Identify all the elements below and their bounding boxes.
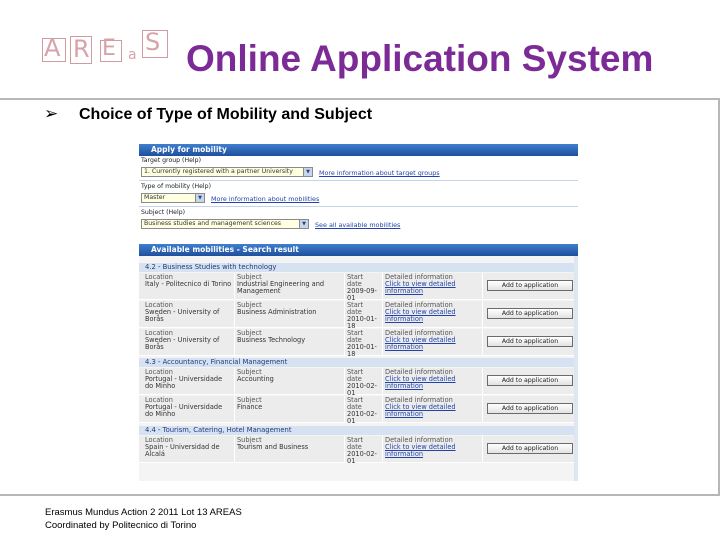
add-to-application-button[interactable]: Add to application <box>487 403 573 414</box>
areas-logo <box>40 30 172 70</box>
location-cell <box>143 273 234 300</box>
form-separator <box>139 180 578 181</box>
footer <box>45 506 242 532</box>
start-date-value: 2010-01-18 <box>347 342 377 356</box>
all-mobilities-link[interactable]: See all available mobilities <box>315 221 401 229</box>
chevron-down-icon[interactable]: ▼ <box>299 220 308 228</box>
add-to-application-button[interactable]: Add to application <box>487 308 573 319</box>
location-cell <box>143 301 234 328</box>
subject-cell <box>234 301 344 328</box>
info-cell <box>382 368 482 395</box>
info-header: Detailed information <box>385 273 453 281</box>
location-header: Location <box>145 329 173 337</box>
start-date-value: 2010-02-01 <box>347 409 377 423</box>
location-header: Location <box>145 396 173 404</box>
logo-letter: E <box>102 36 116 61</box>
info-header: Detailed information <box>385 368 453 376</box>
start-date-cell <box>344 436 382 463</box>
subject-cell <box>234 436 344 463</box>
subject-header: Subject <box>237 273 262 281</box>
area-header: 4.3 - Accountancy, Financial Management <box>139 358 578 367</box>
add-to-application-button[interactable]: Add to application <box>487 443 573 454</box>
bullet-text: Choice of Type of Mobility and Subject <box>79 106 373 123</box>
subject-cell <box>234 273 344 300</box>
chevron-down-icon[interactable]: ▼ <box>303 168 312 176</box>
apply-header: Apply for mobility <box>139 144 578 156</box>
start-date-header: Start date <box>347 436 364 451</box>
footer-line: Coordinated by Politecnico di Torino <box>45 520 197 531</box>
location-value: Portugal - Universidade do Minho <box>145 374 223 390</box>
start-date-value: 2010-02-01 <box>347 381 377 395</box>
results-scrollbar[interactable] <box>574 256 578 481</box>
table-row <box>139 329 578 356</box>
start-date-value: 2010-02-01 <box>347 449 377 463</box>
start-date-header: Start date <box>347 368 364 383</box>
start-date-cell <box>344 273 382 300</box>
header-divider <box>0 98 720 100</box>
start-date-header: Start date <box>347 396 364 411</box>
start-date-header: Start date <box>347 301 364 316</box>
action-cell <box>482 273 578 300</box>
detail-link[interactable]: Click to view detailed information <box>385 307 456 323</box>
subject-value: Industrial Engineering and Management <box>237 279 325 295</box>
table-row <box>139 368 578 395</box>
mobility-info-link[interactable]: More information about mobilities <box>211 195 320 203</box>
slide-title: Online Application System <box>186 38 654 79</box>
subject-value: Business studies and management sciences <box>144 220 281 227</box>
action-cell <box>482 436 578 463</box>
location-value: Sweden - University of Borås <box>145 307 220 323</box>
start-date-header: Start date <box>347 273 364 288</box>
info-header: Detailed information <box>385 301 453 309</box>
subject-cell <box>234 396 344 423</box>
target-group-label: Target group (Help) <box>141 157 201 164</box>
location-header: Location <box>145 273 173 281</box>
subject-value: Accounting <box>237 374 274 383</box>
table-row <box>139 436 578 463</box>
target-group-select[interactable] <box>141 167 313 177</box>
mobility-type-value: Master <box>144 194 166 201</box>
mobility-type-label: Type of mobility (Help) <box>141 183 211 190</box>
subject-header: Subject <box>237 436 262 444</box>
info-header: Detailed information <box>385 396 453 404</box>
bullet-arrow-icon: ➢ <box>44 104 59 124</box>
add-to-application-button[interactable]: Add to application <box>487 280 573 291</box>
start-date-header: Start date <box>347 329 364 344</box>
location-value: Spain - Universidad de Alcalá <box>145 442 220 458</box>
detail-link[interactable]: Click to view detailed information <box>385 374 456 390</box>
location-header: Location <box>145 368 173 376</box>
table-row <box>139 396 578 423</box>
area-header: 4.4 - Tourism, Catering, Hotel Management <box>139 426 578 435</box>
subject-header: Subject <box>237 301 262 309</box>
action-cell <box>482 368 578 395</box>
add-to-application-button[interactable]: Add to application <box>487 336 573 347</box>
start-date-cell <box>344 368 382 395</box>
subject-value: Finance <box>237 402 263 411</box>
mobility-type-select[interactable] <box>141 193 205 203</box>
action-cell <box>482 301 578 328</box>
subject-cell <box>234 368 344 395</box>
detail-link[interactable]: Click to view detailed information <box>385 442 456 458</box>
subject-value: Business Administration <box>237 307 317 316</box>
location-header: Location <box>145 436 173 444</box>
table-row <box>139 301 578 328</box>
add-to-application-button[interactable]: Add to application <box>487 375 573 386</box>
form-separator <box>139 206 578 207</box>
subject-header: Subject <box>237 329 262 337</box>
start-date-cell <box>344 301 382 328</box>
info-cell <box>382 273 482 300</box>
results-table <box>139 256 578 481</box>
chevron-down-icon[interactable]: ▼ <box>195 194 204 202</box>
subject-label: Subject (Help) <box>141 209 186 216</box>
logo-letter: R <box>73 35 90 63</box>
location-cell <box>143 329 234 356</box>
location-value: Portugal - Universidade do Minho <box>145 402 223 418</box>
location-cell <box>143 436 234 463</box>
logo-letter: a <box>128 47 137 63</box>
detail-link[interactable]: Click to view detailed information <box>385 402 456 418</box>
location-cell <box>143 368 234 395</box>
start-date-cell <box>344 396 382 423</box>
table-row <box>139 273 578 300</box>
subject-value: Business Technology <box>237 335 306 344</box>
subject-select[interactable] <box>141 219 309 229</box>
application-screenshot <box>139 143 578 481</box>
subject-value: Tourism and Business <box>237 442 309 451</box>
logo-letter: S <box>145 28 161 56</box>
footer-line: Erasmus Mundus Action 2 2011 Lot 13 AREAS <box>45 507 242 518</box>
mobility-form <box>139 156 578 244</box>
location-value: Sweden - University of Borås <box>145 335 220 351</box>
location-header: Location <box>145 301 173 309</box>
search-result-header: Available mobilities - Search result <box>139 244 578 256</box>
info-cell <box>382 396 482 423</box>
logo-letter: A <box>44 34 61 62</box>
info-cell <box>382 301 482 328</box>
start-date-cell <box>344 329 382 356</box>
location-cell <box>143 396 234 423</box>
start-date-value: 2009-09-01 <box>347 286 377 300</box>
start-date-value: 2010-01-18 <box>347 314 377 328</box>
target-group-value: 1. Currently registered with a partner University <box>144 168 293 175</box>
action-cell <box>482 396 578 423</box>
content-frame-bottom <box>0 494 720 496</box>
info-cell <box>382 329 482 356</box>
subject-header: Subject <box>237 396 262 404</box>
subject-cell <box>234 329 344 356</box>
detail-link[interactable]: Click to view detailed information <box>385 279 456 295</box>
location-value: Italy - Politecnico di Torino <box>145 279 232 288</box>
target-group-info-link[interactable]: More information about target groups <box>319 169 440 177</box>
detail-link[interactable]: Click to view detailed information <box>385 335 456 351</box>
subject-header: Subject <box>237 368 262 376</box>
info-cell <box>382 436 482 463</box>
area-header: 4.2 - Business Studies with technology <box>139 263 578 272</box>
info-header: Detailed information <box>385 329 453 337</box>
action-cell <box>482 329 578 356</box>
info-header: Detailed information <box>385 436 453 444</box>
